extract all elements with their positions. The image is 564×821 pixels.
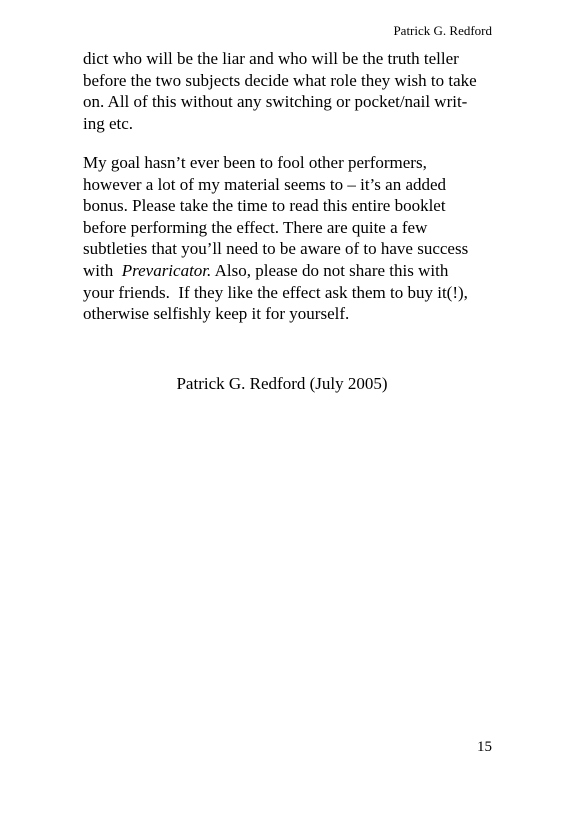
text-line bbox=[83, 260, 468, 282]
text-fragment: Also, please do not share this with bbox=[211, 260, 449, 280]
running-header: Patrick G. Redford bbox=[393, 23, 492, 38]
text-line: on. All of this without any switching or pocket/nail writ- bbox=[83, 92, 468, 112]
text-line: subtleties that you’ll need to be aware of to have success bbox=[83, 239, 469, 259]
text-fragment: with bbox=[83, 260, 122, 280]
text-line: before the two subjects decide what role they wish to take bbox=[83, 70, 477, 90]
text-line: your friends. If they like the effect ask them to buy it(!), bbox=[83, 282, 468, 302]
text-line: My goal hasn’t ever been to fool other performers, bbox=[83, 153, 427, 172]
text-line: dict who will be the liar and who will be the truth teller bbox=[83, 49, 459, 68]
text-line: however a lot of my material seems to – it’s an added bbox=[83, 174, 447, 194]
effect-title: Prevaricator. bbox=[121, 260, 212, 280]
page-number: 15 bbox=[477, 739, 492, 755]
text-line: ing etc. bbox=[83, 113, 134, 133]
paragraph-continuation bbox=[83, 48, 477, 134]
text-line: before performing the effect. There are quite a few bbox=[83, 217, 428, 237]
text-line: bonus. Please take the time to read this entire booklet bbox=[83, 196, 446, 216]
signature: Patrick G. Redford (July 2005) bbox=[176, 374, 388, 393]
paragraph-author-note bbox=[83, 152, 468, 325]
text-line: otherwise selfishly keep it for yourself. bbox=[83, 304, 350, 324]
